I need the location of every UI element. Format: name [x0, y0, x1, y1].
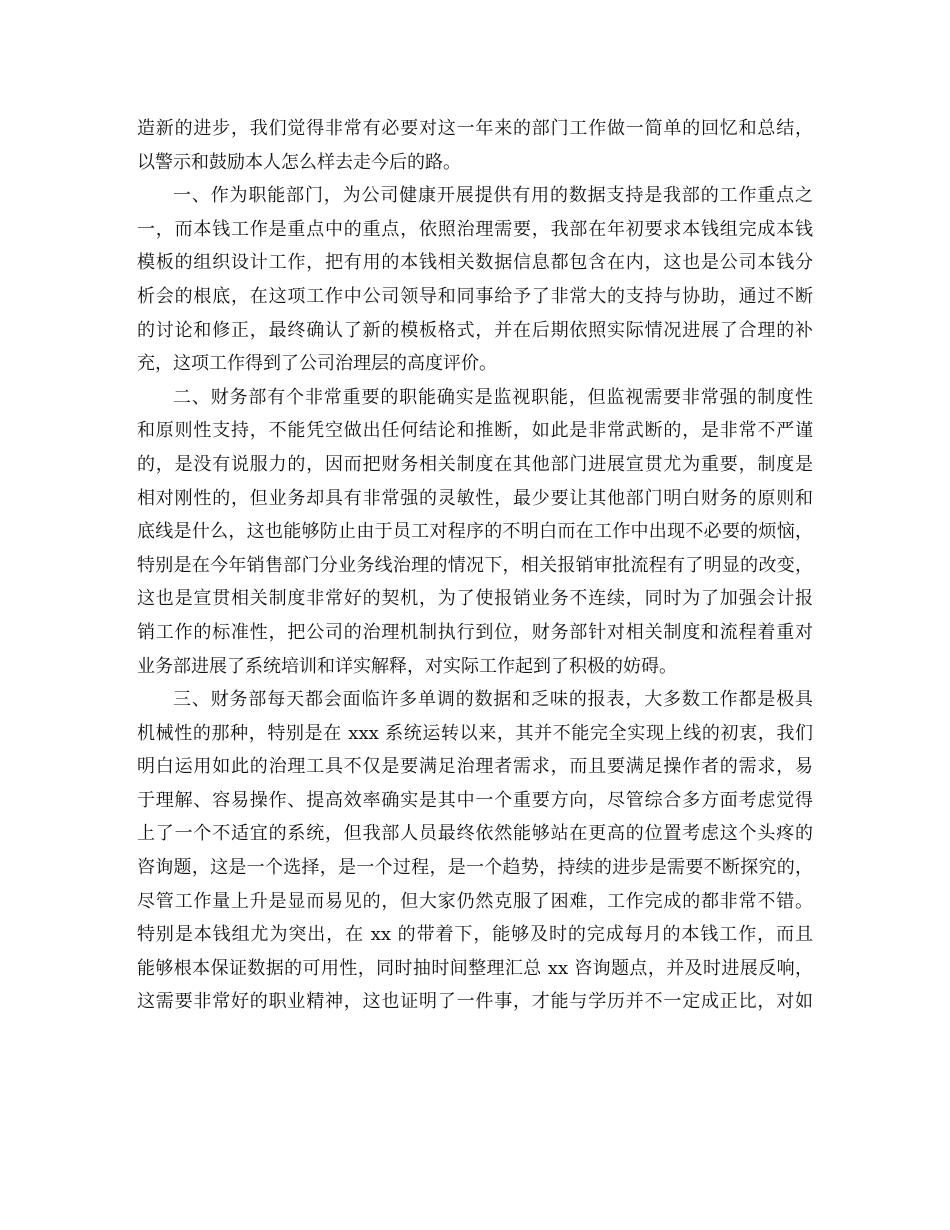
text-line: 尽管工作量上升是显而易见的，但大家仍然克服了困难，工作完成的都非常不错。 — [137, 890, 813, 912]
text-line: 的，是没有说服力的，因而把财务相关制度在其他部门进展宣贯尤为重要，制度是 — [137, 453, 813, 475]
text-line: 充，这项工作得到了公司治理层的高度评价。 — [137, 353, 497, 375]
text-line: 模板的组织设计工作，把有用的本钱相关数据信息都包含在内，这也是公司本钱分 — [137, 252, 813, 274]
text-line: 上了一个不适宜的系统，但我部人员最终依然能够站在更高的位置考虑这个头疼的 — [137, 823, 813, 845]
text-line: 明白运用如此的治理工具不仅是要满足治理者需求，而且要满足操作者的需求，易 — [137, 756, 813, 778]
text-line: 一，而本钱工作是重点中的重点，依照治理需要，我部在年初要求本钱组完成本钱 — [137, 218, 813, 240]
text-line: 二、财务部有个非常重要的职能确实是监视职能，但监视需要非常强的制度性 — [173, 386, 813, 408]
text-line: 以警示和鼓励本人怎么样去走今后的路。 — [137, 151, 461, 173]
text-line: 能够根本保证数据的可用性，同时抽时间整理汇总 xx 咨询题点，并及时进展反响， — [137, 957, 813, 979]
text-line: 特别是本钱组尤为突出，在 xx 的带着下，能够及时的完成每月的本钱工作，而且 — [137, 924, 813, 946]
text-line: 析会的根底，在这项工作中公司领导和同事给予了非常大的支持与协助，通过不断 — [137, 285, 813, 307]
text-line: 底线是什么，这也能够防止由于员工对程序的不明白而在工作中出现不必要的烦恼， — [137, 521, 813, 543]
text-line: 这需要非常好的职业精神，这也证明了一件事，才能与学历并不一定成正比，对如 — [137, 991, 813, 1013]
text-line: 销工作的标准性，把公司的治理机制执行到位，财务部针对相关制度和流程着重对 — [137, 621, 813, 643]
text-line: 和原则性支持，不能凭空做出任何结论和推断，如此是非常武断的，是非常不严谨 — [137, 420, 813, 442]
text-line: 三、财务部每天都会面临许多单调的数据和乏味的报表，大多数工作都是极具 — [173, 689, 813, 711]
text-line: 特别是在今年销售部门分业务线治理的情况下，相关报销审批流程有了明显的改变， — [137, 554, 813, 576]
text-line: 咨询题，这是一个选择，是一个过程，是一个趋势，持续的进步是需要不断探究的， — [137, 857, 813, 879]
document-body — [137, 112, 813, 1019]
text-line: 的讨论和修正，最终确认了新的模板格式，并在后期依照实际情况进展了合理的补 — [137, 319, 813, 341]
text-line: 业务部进展了系统培训和详实解释，对实际工作起到了积极的妨碍。 — [137, 655, 677, 677]
text-line: 于理解、容易操作、提高效率确实是其中一个重要方向，尽管综合多方面考虑觉得 — [137, 789, 813, 811]
text-line: 一、作为职能部门，为公司健康开展提供有用的数据支持是我部的工作重点之 — [173, 185, 813, 207]
text-line: 机械性的那种，特别是在 xxx 系统运转以来，其并不能完全实现上线的初衷，我们 — [137, 722, 813, 744]
text-line: 相对刚性的，但业务却具有非常强的灵敏性，最少要让其他部门明白财务的原则和 — [137, 487, 813, 509]
text-line: 造新的进步，我们觉得非常有必要对这一年来的部门工作做一简单的回忆和总结， — [137, 118, 813, 139]
text-line: 这也是宣贯相关制度非常好的契机，为了使报销业务不连续，同时为了加强会计报 — [137, 588, 813, 610]
